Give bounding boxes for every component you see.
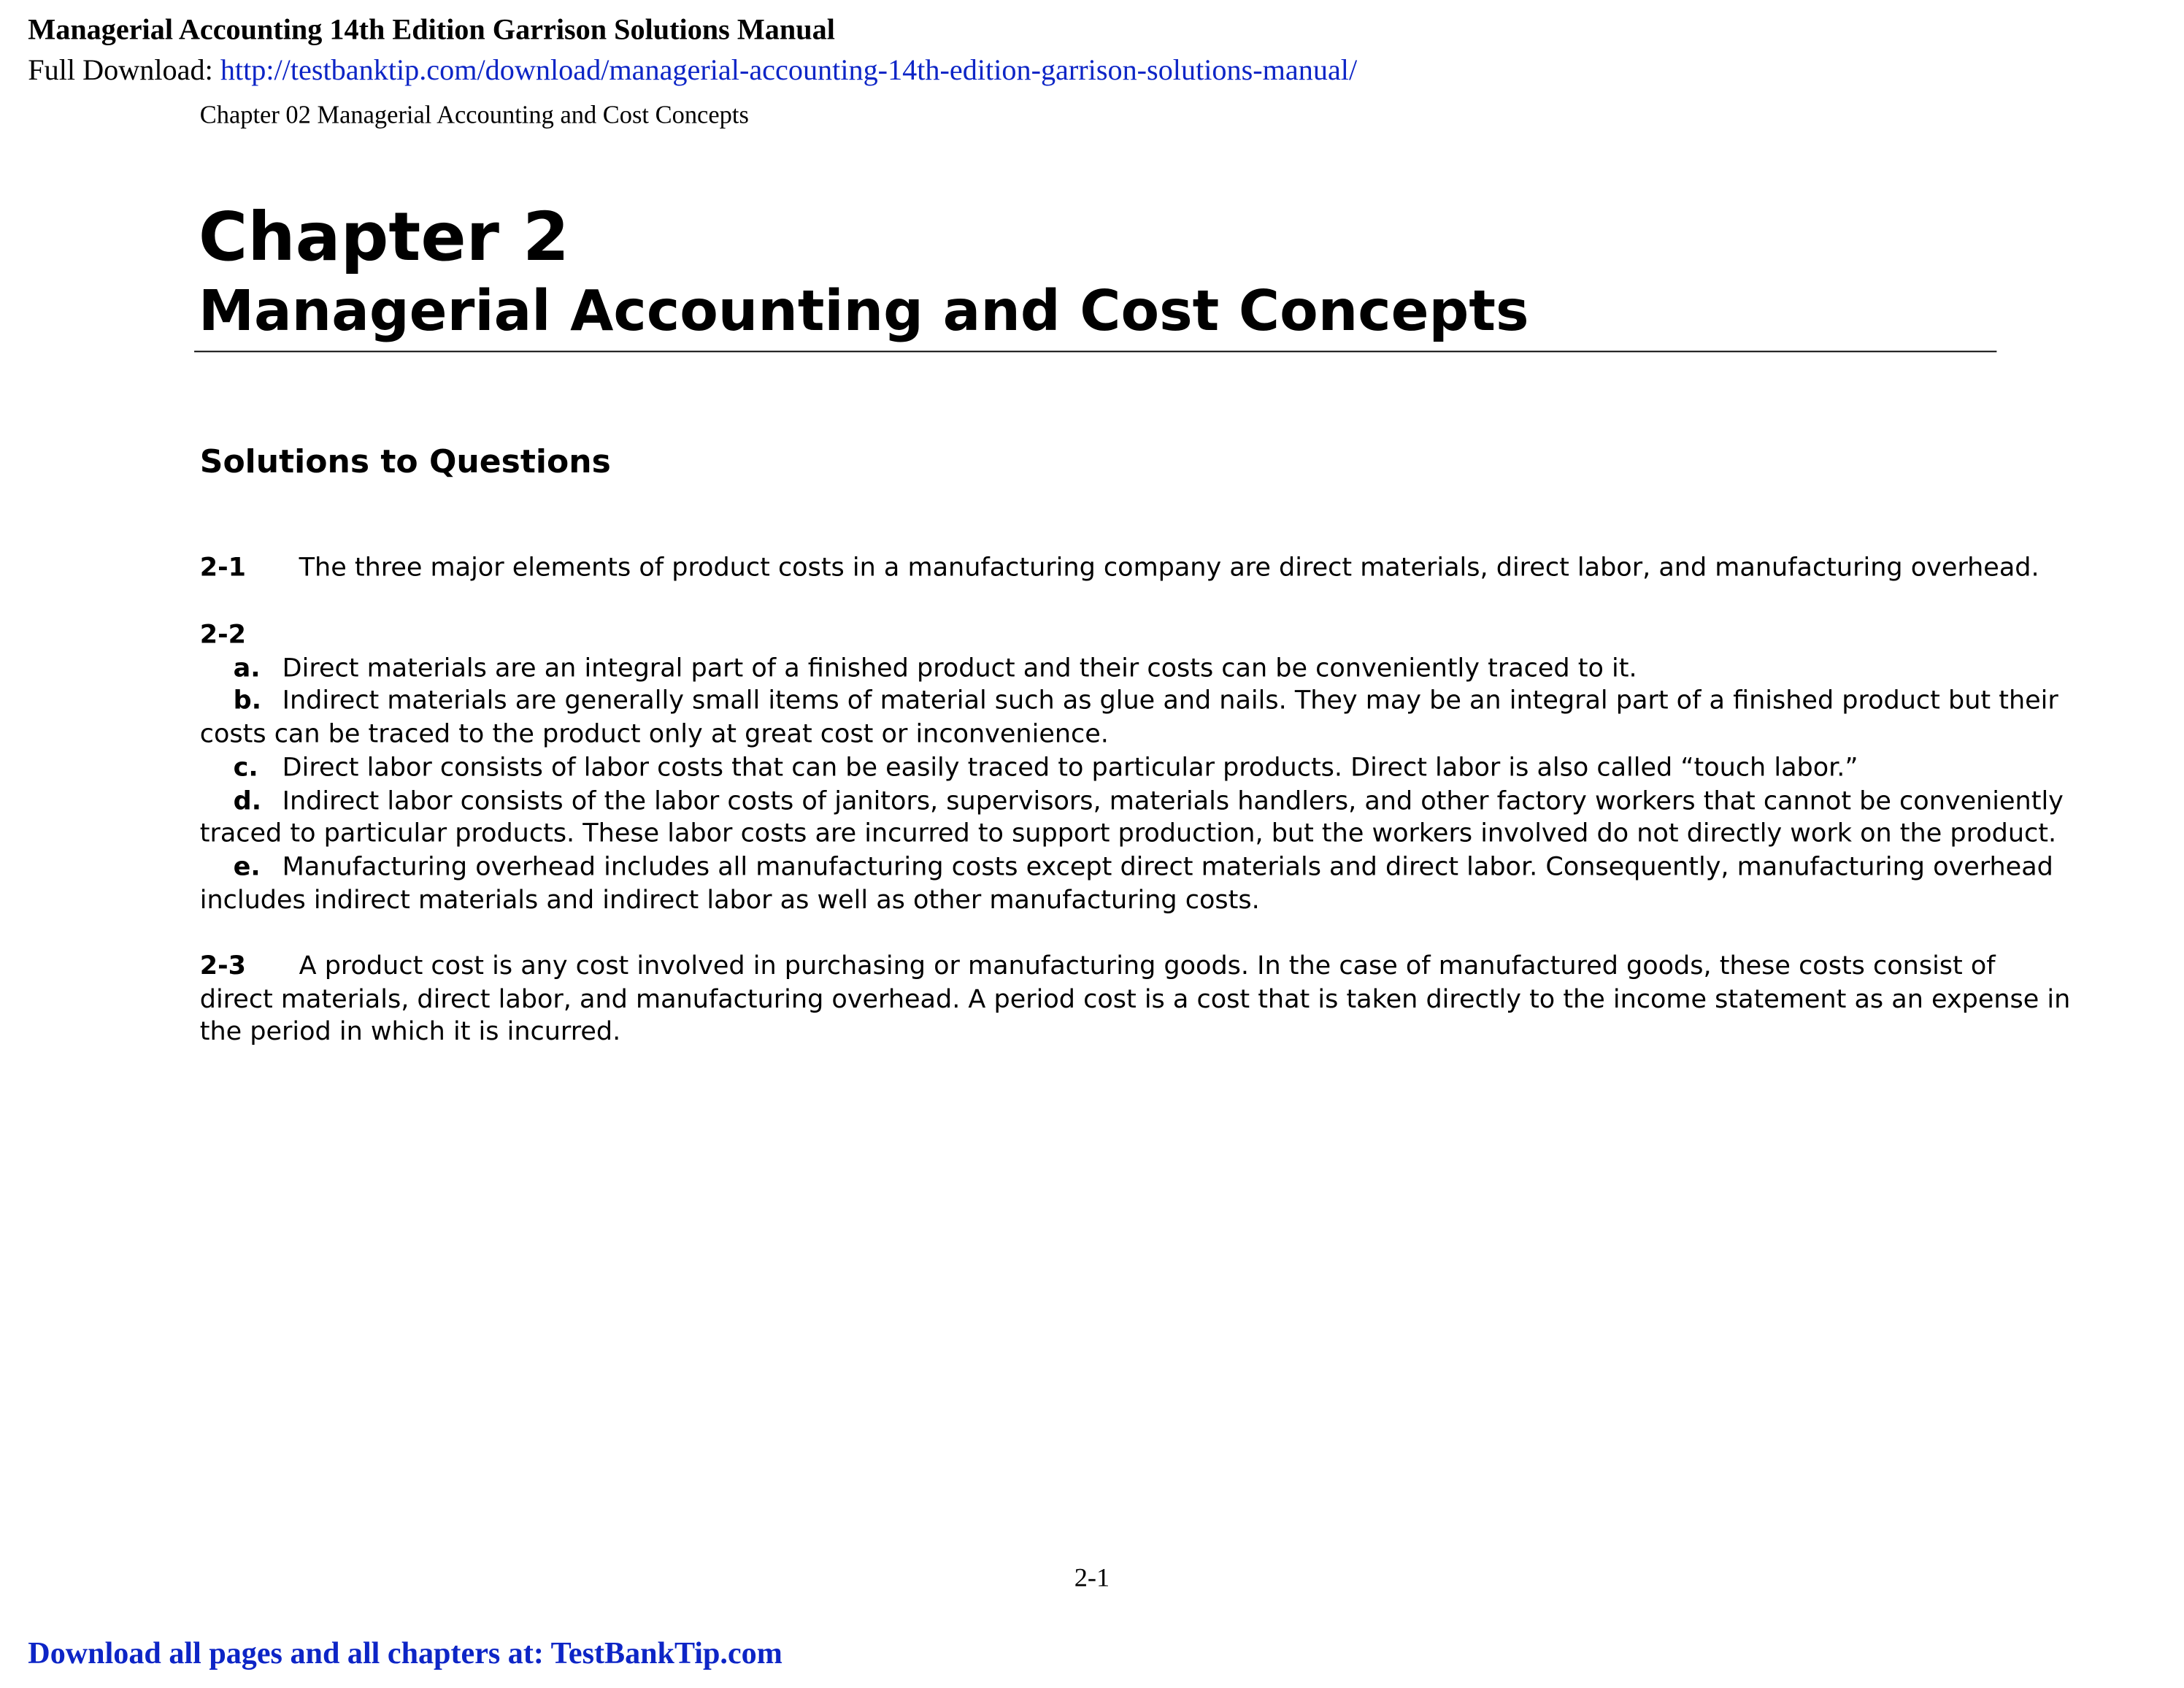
- item-letter: c.: [233, 753, 258, 783]
- question-number: 2-3: [199, 951, 246, 981]
- chapter-title: Managerial Accounting and Cost Concepts: [198, 279, 1529, 344]
- running-header: Chapter 02 Managerial Accounting and Cost Concepts: [199, 100, 749, 129]
- answer-text-continued: direct materials, direct labor, and manufacturing overhead. A period cost is a cost that is taken directly to the income statement as an expense in: [199, 984, 2071, 1015]
- download-link[interactable]: http://testbanktip.com/download/managerial-accounting-14th-edition-garrison-solutions-manual/: [220, 53, 1358, 87]
- footer-download-link[interactable]: Download all pages and all chapters at: TestBankTip.com: [28, 1635, 783, 1670]
- question-2-2: [199, 619, 2064, 917]
- answer-text-continued: the period in which it is incurred.: [199, 1018, 621, 1048]
- list-item: [200, 686, 2058, 718]
- page-number: 2-1: [1074, 1563, 1110, 1594]
- item-text: Manufacturing overhead includes all manufacturing costs except direct materials and direct labor. Consequently, manufacturing overhead: [282, 852, 2053, 882]
- list-item: [200, 751, 2002, 784]
- download-line: [28, 53, 1357, 88]
- list-item: [200, 785, 2064, 818]
- section-heading: Solutions to Questions: [199, 444, 611, 481]
- question-2-3: [199, 951, 2071, 1050]
- item-letter: e.: [233, 852, 261, 882]
- question-number: 2-1: [199, 553, 246, 583]
- item-text: Indirect labor consists of the labor costs of janitors, supervisors, materials handlers, and other factory workers that cannot be conveniently: [282, 786, 2064, 816]
- chapter-number: Chapter 2: [198, 198, 569, 277]
- document-title: Managerial Accounting 14th Edition Garrison Solutions Manual: [28, 12, 835, 47]
- item-letter: b.: [233, 686, 262, 716]
- answer-text: A product cost is any cost involved in purchasing or manufacturing goods. In the case of manufactured goods, these costs consist of: [299, 951, 1996, 981]
- title-divider: [194, 350, 1996, 352]
- item-letter: d.: [233, 786, 262, 816]
- item-text: Indirect materials are generally small items of material such as glue and nails. They may be an integral part of a finished product but their: [282, 686, 2058, 716]
- item-text-continued: costs can be traced to the product only at great cost or inconvenience.: [199, 720, 1109, 750]
- item-text: Direct labor consists of labor costs that can be easily traced to particular products. Direct labor is also called “touch labor.”: [282, 753, 1858, 783]
- question-number: 2-2: [199, 620, 246, 651]
- item-text: Direct materials are an integral part of a finished product and their costs can be conveniently traced to it.: [282, 653, 1637, 683]
- item-text-continued: traced to particular products. These labor costs are incurred to support production, but the workers involved do not directly work on the product.: [199, 819, 2057, 849]
- answer-text: The three major elements of product costs in a manufacturing company are direct materials, direct labor, and manufacturing overhead.: [299, 553, 2039, 583]
- item-text-continued: includes indirect materials and indirect labor as well as other manufacturing costs.: [199, 885, 1260, 916]
- question-2-1: [199, 552, 2039, 585]
- list-item: [200, 652, 2002, 685]
- download-label: Full Download:: [28, 53, 220, 87]
- list-item: [200, 851, 2053, 884]
- item-letter: a.: [233, 653, 261, 683]
